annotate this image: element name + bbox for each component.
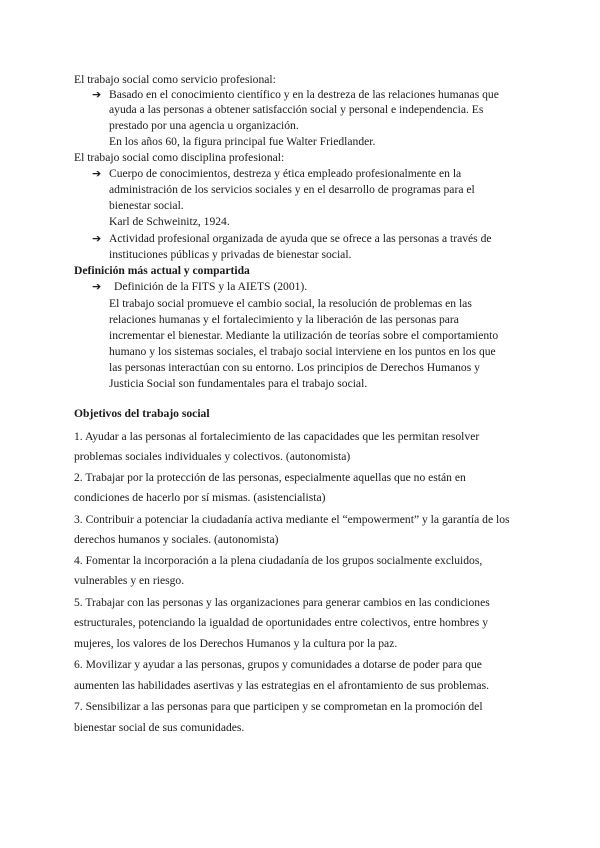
arrow-bullet-icon: ➔ [92, 280, 102, 293]
bullet-text-line: En los años 60, la figura principal fue Walter Friedlander. [109, 135, 376, 148]
objective-line: estructurales, potenciando la igualdad de oportunidades entre colectivos, entre hombres y [74, 616, 489, 629]
objective-line: derechos humanos y sociales. (autonomista) [74, 533, 279, 546]
objective-line: mujeres, los valores de los Derechos Humanos y la cultura por la paz. [74, 637, 398, 650]
objective-line: vulnerables y en riesgo. [74, 574, 185, 587]
bullet-text-line: instituciones públicas y privadas de bienestar social. [109, 248, 352, 261]
bullet-text-line: administración de los servicios sociales y en el desarrollo de programas para el [109, 183, 475, 196]
objective-line: 3. Contribuir a potenciar la ciudadanía activa mediante el “empowerment” y la garantía de los [74, 513, 510, 526]
objective-line: 4. Fomentar la incorporación a la plena ciudadanía de los grupos socialmente excluidos, [74, 554, 483, 567]
objectives-heading: Objetivos del trabajo social [74, 407, 210, 420]
objective-line: 2. Trabajar por la protección de las personas, especialmente aquellas que no están en [74, 471, 466, 484]
bullet-text-line: El trabajo social promueve el cambio social, la resolución de problemas en las [109, 297, 472, 310]
objective-line: 1. Ayudar a las personas al fortalecimiento de las capacidades que les permitan resolver [74, 430, 480, 443]
bullet-text-line: Definición de la FITS y la AIETS (2001). [114, 280, 308, 293]
objective-line: aumenten las habilidades asertivas y las estrategias en el afrontamiento de sus problemas. [74, 679, 489, 692]
objective-line: 7. Sensibilizar a las personas para que participen y se comprometan en la promoción del [74, 700, 483, 713]
bullet-text-line: Justicia Social son fundamentales para el trabajo social. [109, 377, 368, 390]
bullet-text-line: Cuerpo de conocimientos, destreza y ética empleado profesionalmente en la [109, 167, 462, 180]
objective-line: bienestar social de sus comunidades. [74, 721, 245, 734]
objective-line: 6. Movilizar y ayudar a las personas, grupos y comunidades a dotarse de poder para que [74, 658, 482, 671]
section-heading-disciplina: El trabajo social como disciplina profesional: [74, 151, 285, 164]
bullet-text-line: bienestar social. [109, 199, 184, 212]
arrow-bullet-icon: ➔ [92, 232, 102, 245]
arrow-bullet-icon: ➔ [92, 167, 102, 180]
arrow-bullet-icon: ➔ [92, 88, 102, 101]
bullet-text-line: Actividad profesional organizada de ayuda que se ofrece a las personas a través de [109, 232, 492, 245]
objective-line: 5. Trabajar con las personas y las organizaciones para generar cambios en las condiciones [74, 596, 490, 609]
bullet-text-line: Karl de Schweinitz, 1924. [109, 215, 230, 228]
bullet-text-line: relaciones humanas y el fortalecimiento y la liberación de las personas para [109, 313, 459, 326]
objective-line: condiciones de hacerlo por sí mismas. (asistencialista) [74, 491, 326, 504]
section-heading-definicion: Definición más actual y compartida [74, 264, 250, 277]
bullet-text-line: humano y los sistemas sociales, el trabajo social interviene en los puntos en los que [109, 345, 496, 358]
bullet-text-line: las personas interactúan con su entorno. Los principios de Derechos Humanos y [109, 361, 480, 374]
objective-line: problemas sociales individuales y colectivos. (autonomista) [74, 450, 351, 463]
bullet-text-line: prestado por una agencia u organización. [109, 119, 299, 132]
bullet-text-line: Basado en el conocimiento científico y en la destreza de las relaciones humanas que [109, 88, 499, 101]
section-heading-servicio: El trabajo social como servicio profesional: [74, 73, 276, 86]
bullet-text-line: ayuda a las personas a obtener satisfacción social y personal e independencia. Es [109, 103, 484, 116]
bullet-text-line: incrementar el bienestar. Mediante la utilización de teorías sobre el comportamiento [109, 329, 499, 342]
